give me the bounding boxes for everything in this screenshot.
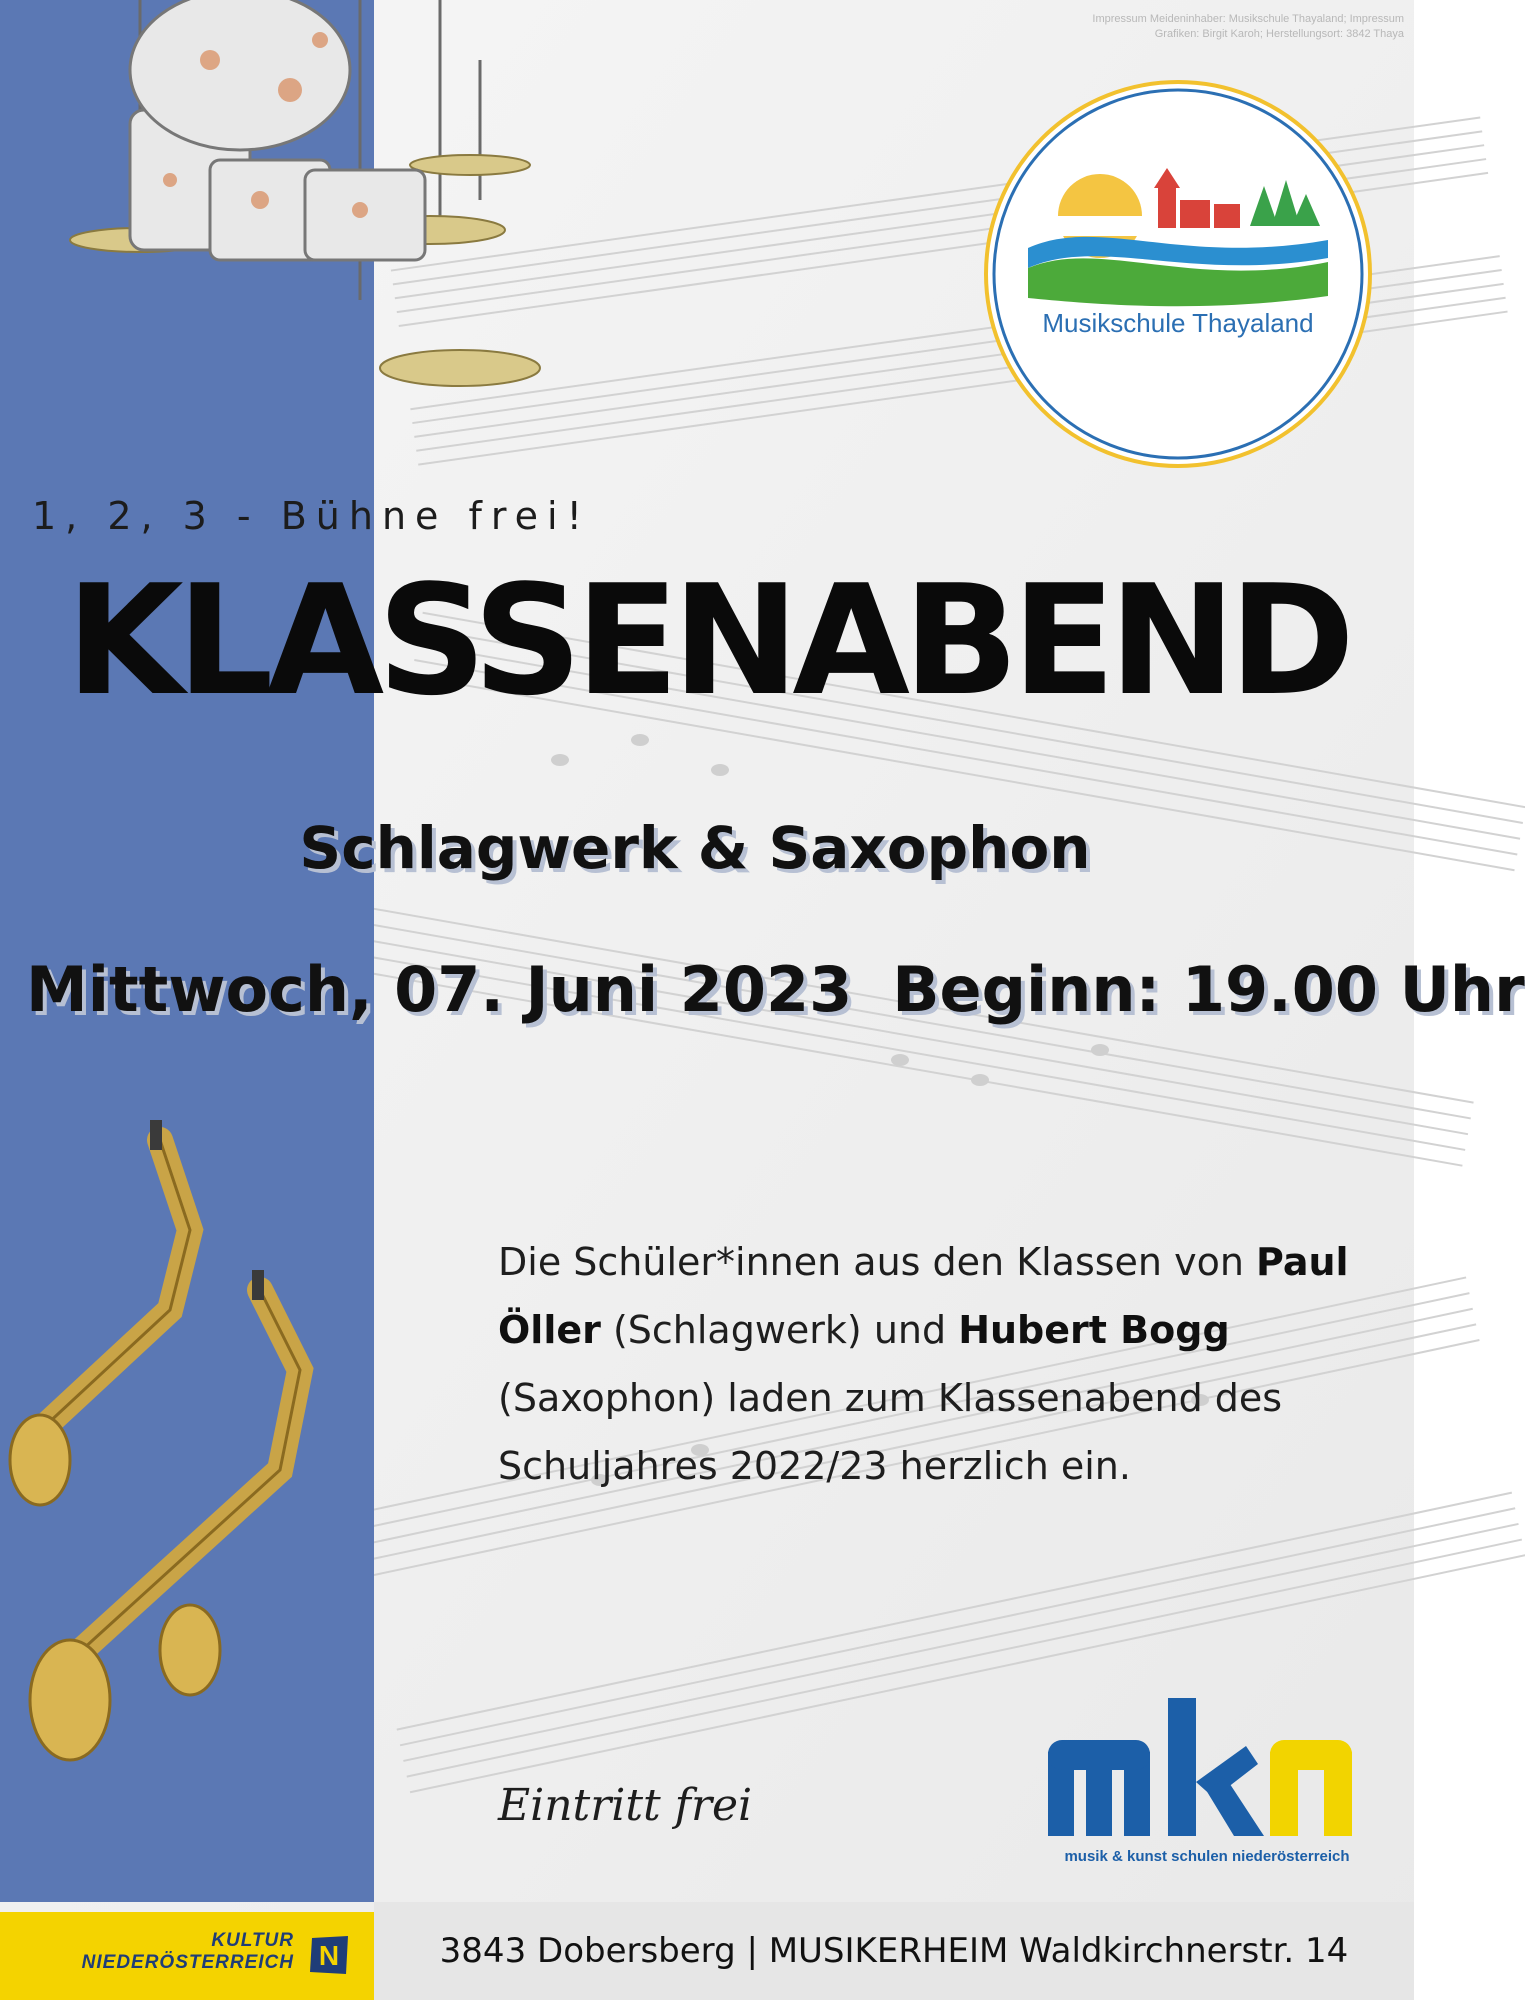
tagline: 1, 2, 3 - Bühne frei!	[32, 494, 591, 538]
venue-address: 3843 Dobersberg | MUSIKERHEIM Waldkirchnerstr. 14	[439, 1931, 1349, 1971]
imprint-line: Impressum Meideninhaber: Musikschule Thayaland; Impressum	[1092, 13, 1404, 25]
school-logo-emblem	[980, 76, 1376, 472]
mkn-logo	[1046, 1690, 1368, 1880]
kultur-badge-line: KULTUR	[211, 1930, 294, 1951]
imprint-text	[984, 12, 1404, 42]
invitation-paragraph	[498, 1228, 1358, 1500]
mkn-wordmark-graphic	[1046, 1690, 1368, 1840]
kultur-emblem-letter: N	[318, 1940, 340, 1971]
kultur-badge-text	[82, 1930, 294, 1974]
teacher-name: Hubert Bogg	[958, 1308, 1230, 1352]
kultur-niederoesterreich-badge	[0, 1912, 374, 2000]
admission-note: Eintritt frei	[498, 1780, 753, 1831]
teacher-name: Paul Öller	[498, 1240, 1349, 1352]
musikschule-thayaland-logo	[980, 76, 1376, 472]
subtitle: Schlagwerk & Saxophon	[299, 814, 1091, 882]
invitation-text: (Saxophon) laden zum Klassenabend des Schuljahres 2022/23 herzlich ein.	[498, 1376, 1283, 1488]
event-start-time: Beginn: 19.00 Uhr	[892, 953, 1525, 1026]
imprint-line: Grafiken: Birgit Karoh; Herstellungsort: 3842 Thaya	[1154, 28, 1404, 40]
drum-kit-illustration	[60, 0, 580, 400]
mkn-tagline: musik & kunst schulen niederösterreich	[1064, 1848, 1350, 1865]
school-logo-name: Musikschule Thayaland	[1042, 308, 1314, 338]
kultur-n-icon	[306, 1932, 352, 1978]
event-date-line	[26, 950, 1525, 1030]
kultur-badge-line: NIEDERÖSTERREICH	[81, 1952, 294, 1973]
saxophone-illustration	[0, 1110, 360, 1790]
event-date: Mittwoch, 07. Juni 2023	[26, 953, 853, 1026]
invitation-text: (Schlagwerk) und	[600, 1308, 959, 1352]
page-title: KLASSENABEND	[65, 552, 1349, 729]
invitation-text: Die Schüler*innen aus den Klassen von	[498, 1240, 1256, 1284]
